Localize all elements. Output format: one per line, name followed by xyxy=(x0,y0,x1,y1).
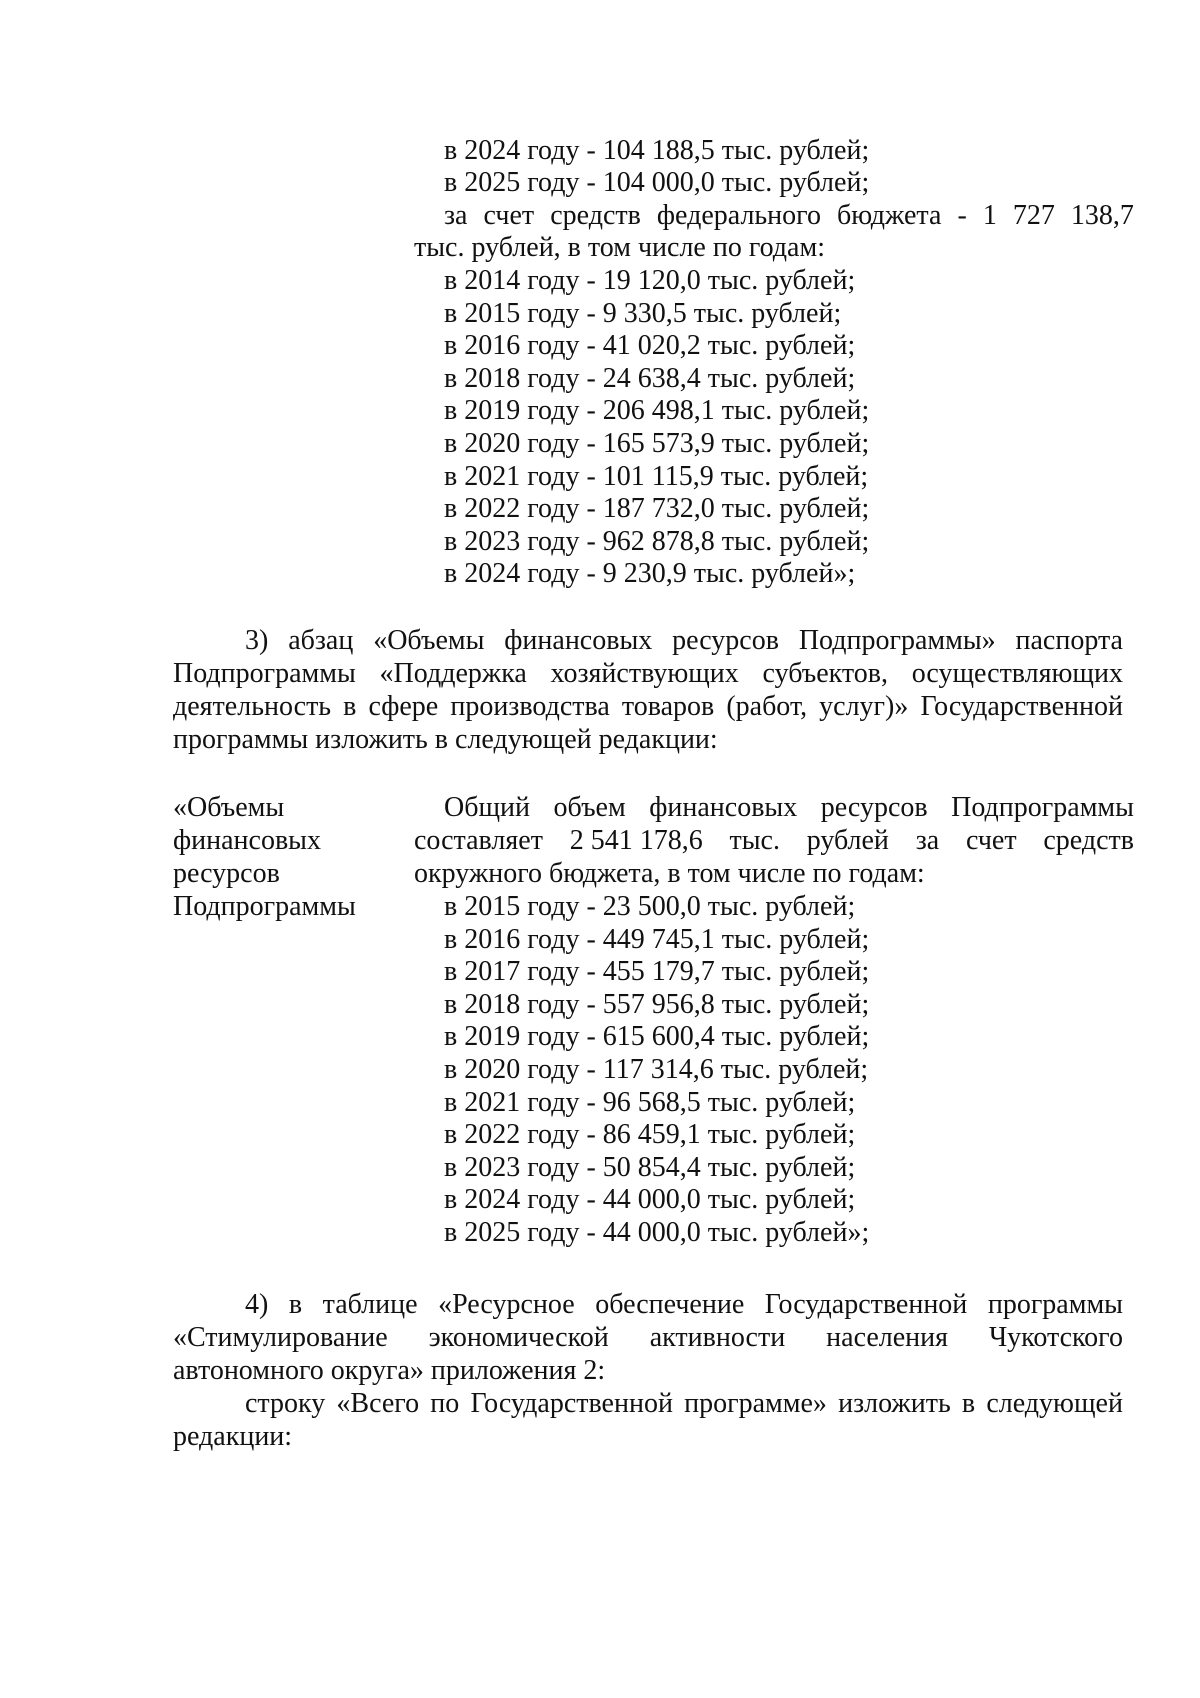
word: Подпрограммы xyxy=(173,658,356,689)
word: программе» xyxy=(684,1388,827,1419)
table-label-line: ресурсов xyxy=(173,858,280,889)
word: деятельность xyxy=(173,691,332,722)
word: счет xyxy=(965,825,1017,856)
word: по xyxy=(430,1388,460,1419)
federal-year-line: в 2015 году - 9 330,5 тыс. рублей; xyxy=(444,297,842,329)
word: строку xyxy=(245,1388,326,1419)
word: производства xyxy=(450,691,610,722)
word: 727 xyxy=(1012,200,1055,231)
word: сфере xyxy=(368,691,439,722)
table-desc-line-1 xyxy=(444,792,1134,824)
federal-year-line: в 2021 году - 101 115,9 тыс. рублей; xyxy=(444,460,869,492)
word: - xyxy=(957,200,967,231)
word: ресурсов xyxy=(820,792,928,823)
table-year-line: в 2022 году - 86 459,1 тыс. рублей; xyxy=(444,1119,856,1151)
table-year-line: в 2015 году - 23 500,0 тыс. рублей; xyxy=(444,891,856,922)
word: составляет xyxy=(414,825,543,856)
word: Подпрограммы xyxy=(951,792,1134,823)
table-label-line: «Объемы xyxy=(173,792,285,823)
word: программы xyxy=(987,1289,1123,1320)
word: субъектов, xyxy=(762,658,888,689)
federal-year-line: в 2019 году - 206 498,1 тыс. рублей; xyxy=(444,395,870,427)
word: осуществляющих xyxy=(911,658,1123,689)
federal-year-line: в 2022 году - 187 732,0 тыс. рублей; xyxy=(444,493,870,525)
federal-year-line: в 2023 году - 962 878,8 тыс. рублей; xyxy=(444,525,870,557)
word: средств xyxy=(1043,825,1134,856)
word: 4) xyxy=(245,1289,269,1320)
word: «Объемы xyxy=(373,625,485,656)
word: рублей xyxy=(806,825,889,856)
word: 138,7 xyxy=(1070,200,1134,231)
table-year-line: в 2021 году - 96 568,5 тыс. рублей; xyxy=(444,1086,856,1118)
word: «Ресурсное xyxy=(438,1289,575,1320)
word: Общий xyxy=(444,792,530,823)
block-a-line-2: в 2025 году - 104 000,0 тыс. рублей; xyxy=(444,167,870,198)
word: финансовых xyxy=(649,792,798,823)
item4-line-5: редакции: xyxy=(173,1421,293,1452)
word: ресурсов xyxy=(672,625,779,656)
word: в xyxy=(961,1388,976,1419)
item4-line-4 xyxy=(245,1388,1123,1420)
block-a-line-1: в 2024 году - 104 188,5 тыс. рублей; xyxy=(444,135,870,166)
table-year-line: в 2018 году - 557 956,8 тыс. рублей; xyxy=(444,988,870,1020)
word: федерального xyxy=(656,200,821,231)
item4-line-1 xyxy=(245,1289,1123,1321)
table-label-line: Подпрограммы xyxy=(173,891,356,922)
table-desc-line-3: окружного бюджета, в том числе по годам: xyxy=(414,858,925,889)
word: Государственной xyxy=(470,1388,673,1419)
item3-line-3 xyxy=(173,691,1123,723)
federal-budget-line xyxy=(444,200,1134,232)
table-year-line: в 2017 году - 455 179,7 тыс. рублей; xyxy=(444,956,870,988)
federal-year-line: в 2016 году - 41 020,2 тыс. рублей; xyxy=(444,330,856,362)
word: объем xyxy=(553,792,626,823)
word: услуг)» xyxy=(819,691,909,722)
table-label-line: финансовых xyxy=(173,825,321,856)
word: 3) xyxy=(245,625,269,656)
word: за xyxy=(915,825,940,856)
table-year-line: в 2023 году - 50 854,4 тыс. рублей; xyxy=(444,1151,856,1183)
federal-year-line: в 2024 году - 9 230,9 тыс. рублей»; xyxy=(444,558,856,590)
word: следующей xyxy=(986,1388,1123,1419)
table-year-line: в 2025 году - 44 000,0 тыс. рублей»; xyxy=(444,1217,870,1248)
word: «Стимулирование xyxy=(173,1322,388,1353)
word: Подпрограммы» xyxy=(798,625,996,656)
item3-line-2 xyxy=(173,658,1123,690)
word: «Всего xyxy=(336,1388,420,1419)
word: товаров xyxy=(621,691,715,722)
word: активности xyxy=(649,1322,786,1353)
federal-year-line: в 2014 году - 19 120,0 тыс. рублей; xyxy=(444,265,856,296)
word: обеспечение xyxy=(595,1289,745,1320)
word: средств xyxy=(550,200,641,231)
word: счет xyxy=(483,200,535,231)
federal-year-line: в 2018 году - 24 638,4 тыс. рублей; xyxy=(444,362,856,394)
word: (работ, xyxy=(726,691,808,722)
word: экономической xyxy=(428,1322,609,1353)
word: 1 xyxy=(982,200,997,231)
word: Чукотского xyxy=(988,1322,1123,1353)
word: в xyxy=(343,691,357,722)
word: тыс. xyxy=(729,825,780,856)
word: бюджета xyxy=(837,200,942,231)
word: за xyxy=(444,200,468,231)
word: паспорта xyxy=(1015,625,1123,656)
federal-budget-line-2: тыс. рублей, в том числе по годам: xyxy=(414,232,825,263)
table-year-line: в 2024 году - 44 000,0 тыс. рублей; xyxy=(444,1184,856,1216)
word: таблице xyxy=(322,1289,418,1320)
item4-line-2 xyxy=(173,1322,1123,1354)
word: изложить xyxy=(838,1388,951,1419)
word: финансовых xyxy=(504,625,653,656)
item4-line-3: автономного округа» приложения 2: xyxy=(173,1355,606,1386)
item3-line-4: программы изложить в следующей редакции: xyxy=(173,724,718,755)
word: Государственной xyxy=(920,691,1123,722)
federal-year-line: в 2020 году - 165 573,9 тыс. рублей; xyxy=(444,428,870,459)
table-year-line: в 2020 году - 117 314,6 тыс. рублей; xyxy=(444,1054,869,1085)
table-desc-line-2 xyxy=(414,825,1134,857)
word: хозяйствующих xyxy=(550,658,739,689)
word: населения xyxy=(826,1322,949,1353)
word: абзац xyxy=(288,625,354,656)
table-year-line: в 2019 году - 615 600,4 тыс. рублей; xyxy=(444,1021,870,1053)
word: 2 541 178,6 xyxy=(569,825,703,856)
table-year-line: в 2016 году - 449 745,1 тыс. рублей; xyxy=(444,923,870,955)
word: Государственной xyxy=(764,1289,968,1320)
word: в xyxy=(288,1289,303,1320)
word: «Поддержка xyxy=(379,658,527,689)
item3-line-1 xyxy=(245,625,1123,657)
